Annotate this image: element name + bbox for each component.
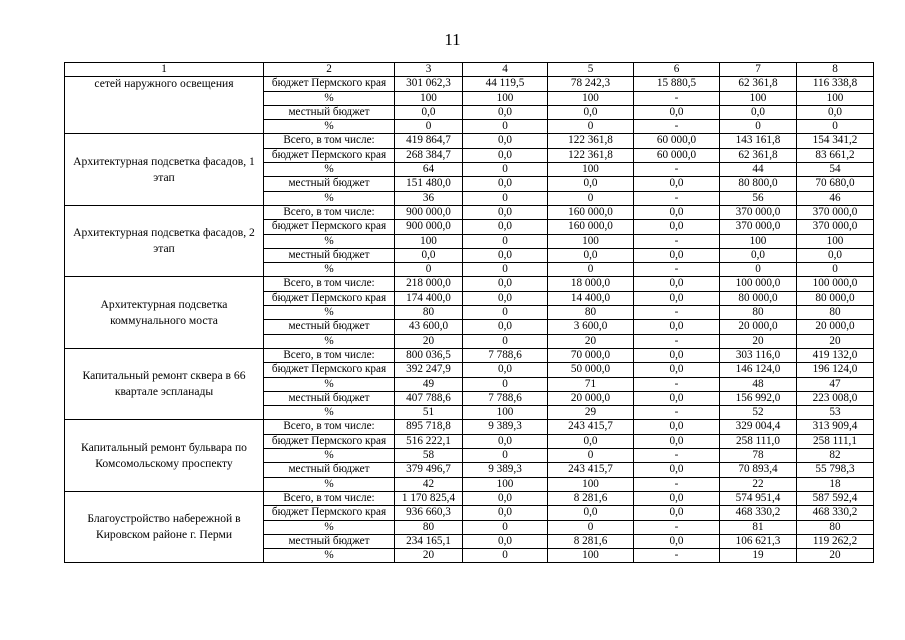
amount-cell: 243 415,7 bbox=[548, 463, 634, 477]
amount-cell: 8 281,6 bbox=[548, 534, 634, 548]
amount-cell: 44 119,5 bbox=[463, 77, 548, 91]
amount-cell: 3 600,0 bbox=[548, 320, 634, 334]
amount-cell: 100 bbox=[797, 91, 874, 105]
amount-cell: 468 330,2 bbox=[720, 506, 797, 520]
funding-source: Всего, в том числе: bbox=[264, 134, 395, 148]
amount-cell: 407 788,6 bbox=[395, 391, 463, 405]
funding-source: Всего, в том числе: bbox=[264, 348, 395, 362]
amount-cell: 100 000,0 bbox=[720, 277, 797, 291]
amount-cell: 0,0 bbox=[463, 491, 548, 505]
amount-cell: 0,0 bbox=[634, 434, 720, 448]
amount-cell: 64 bbox=[395, 163, 463, 177]
column-number: 3 bbox=[395, 63, 463, 77]
amount-cell: 100 bbox=[548, 549, 634, 563]
funding-source: местный бюджет bbox=[264, 248, 395, 262]
budget-table bbox=[64, 62, 874, 563]
amount-cell: 0,0 bbox=[463, 506, 548, 520]
amount-cell: 80 bbox=[395, 520, 463, 534]
amount-cell: 0,0 bbox=[463, 434, 548, 448]
amount-cell: 119 262,2 bbox=[797, 534, 874, 548]
amount-cell: 0,0 bbox=[463, 134, 548, 148]
amount-cell: 0,0 bbox=[634, 506, 720, 520]
amount-cell: - bbox=[634, 406, 720, 420]
amount-cell: 0,0 bbox=[720, 105, 797, 119]
amount-cell: 20 000,0 bbox=[797, 320, 874, 334]
amount-cell: 0,0 bbox=[634, 491, 720, 505]
amount-cell: 329 004,4 bbox=[720, 420, 797, 434]
funding-source: % bbox=[264, 120, 395, 134]
amount-cell: 936 660,3 bbox=[395, 506, 463, 520]
amount-cell: 174 400,0 bbox=[395, 291, 463, 305]
funding-source: бюджет Пермского края bbox=[264, 434, 395, 448]
funding-source: % bbox=[264, 163, 395, 177]
amount-cell: 55 798,3 bbox=[797, 463, 874, 477]
funding-source: % bbox=[264, 449, 395, 463]
amount-cell: 0 bbox=[395, 263, 463, 277]
amount-cell: 303 116,0 bbox=[720, 348, 797, 362]
amount-cell: - bbox=[634, 477, 720, 491]
funding-source: % bbox=[264, 263, 395, 277]
amount-cell: - bbox=[634, 91, 720, 105]
amount-cell: 0,0 bbox=[463, 248, 548, 262]
table-row bbox=[65, 277, 874, 291]
amount-cell: 574 951,4 bbox=[720, 491, 797, 505]
amount-cell: 0,0 bbox=[463, 363, 548, 377]
object-name: Капитальный ремонт сквера в 66 квартале эспланады bbox=[65, 348, 264, 419]
amount-cell: 587 592,4 bbox=[797, 491, 874, 505]
amount-cell: 78 242,3 bbox=[548, 77, 634, 91]
amount-cell: 0 bbox=[463, 120, 548, 134]
amount-cell: 80 800,0 bbox=[720, 177, 797, 191]
amount-cell: 0 bbox=[463, 263, 548, 277]
amount-cell: 20 bbox=[720, 334, 797, 348]
amount-cell: 218 000,0 bbox=[395, 277, 463, 291]
funding-source: % bbox=[264, 520, 395, 534]
funding-source: Всего, в том числе: bbox=[264, 491, 395, 505]
object-name: Благоустройство набережной в Кировском районе г. Перми bbox=[65, 491, 264, 562]
amount-cell: 0,0 bbox=[463, 277, 548, 291]
amount-cell: 70 000,0 bbox=[548, 348, 634, 362]
amount-cell: 301 062,3 bbox=[395, 77, 463, 91]
amount-cell: 29 bbox=[548, 406, 634, 420]
amount-cell: 0 bbox=[463, 191, 548, 205]
funding-source: бюджет Пермского края bbox=[264, 148, 395, 162]
funding-source: % bbox=[264, 406, 395, 420]
amount-cell: 22 bbox=[720, 477, 797, 491]
amount-cell: 0,0 bbox=[463, 205, 548, 219]
funding-source: бюджет Пермского края bbox=[264, 220, 395, 234]
funding-source: % bbox=[264, 334, 395, 348]
amount-cell: - bbox=[634, 449, 720, 463]
amount-cell: 20 bbox=[797, 549, 874, 563]
amount-cell: 53 bbox=[797, 406, 874, 420]
amount-cell: 0,0 bbox=[634, 177, 720, 191]
amount-cell: 100 bbox=[548, 91, 634, 105]
amount-cell: 151 480,0 bbox=[395, 177, 463, 191]
amount-cell: - bbox=[634, 549, 720, 563]
amount-cell: 20 bbox=[797, 334, 874, 348]
amount-cell: 156 992,0 bbox=[720, 391, 797, 405]
amount-cell: 48 bbox=[720, 377, 797, 391]
table-row bbox=[65, 420, 874, 434]
amount-cell: - bbox=[634, 263, 720, 277]
amount-cell: 0,0 bbox=[797, 105, 874, 119]
object-name: Архитектурная подсветка фасадов, 2 этап bbox=[65, 205, 264, 276]
amount-cell: 1 170 825,4 bbox=[395, 491, 463, 505]
amount-cell: 234 165,1 bbox=[395, 534, 463, 548]
amount-cell: 7 788,6 bbox=[463, 348, 548, 362]
amount-cell: 20 bbox=[395, 549, 463, 563]
amount-cell: 223 008,0 bbox=[797, 391, 874, 405]
amount-cell: 0,0 bbox=[548, 177, 634, 191]
funding-source: местный бюджет bbox=[264, 320, 395, 334]
amount-cell: 160 000,0 bbox=[548, 220, 634, 234]
amount-cell: 0,0 bbox=[463, 291, 548, 305]
amount-cell: 70 893,4 bbox=[720, 463, 797, 477]
amount-cell: 0 bbox=[463, 520, 548, 534]
column-number: 1 bbox=[65, 63, 264, 77]
amount-cell: 100 bbox=[797, 234, 874, 248]
amount-cell: 0,0 bbox=[797, 248, 874, 262]
column-number: 2 bbox=[264, 63, 395, 77]
amount-cell: 243 415,7 bbox=[548, 420, 634, 434]
amount-cell: 80 bbox=[548, 306, 634, 320]
amount-cell: 900 000,0 bbox=[395, 205, 463, 219]
amount-cell: 62 361,8 bbox=[720, 77, 797, 91]
table-row bbox=[65, 205, 874, 219]
amount-cell: 47 bbox=[797, 377, 874, 391]
amount-cell: - bbox=[634, 191, 720, 205]
amount-cell: 56 bbox=[720, 191, 797, 205]
amount-cell: 0,0 bbox=[634, 534, 720, 548]
amount-cell: 106 621,3 bbox=[720, 534, 797, 548]
amount-cell: 18 000,0 bbox=[548, 277, 634, 291]
amount-cell: 196 124,0 bbox=[797, 363, 874, 377]
funding-source: % bbox=[264, 234, 395, 248]
amount-cell: 370 000,0 bbox=[797, 205, 874, 219]
amount-cell: 0 bbox=[463, 163, 548, 177]
amount-cell: 468 330,2 bbox=[797, 506, 874, 520]
amount-cell: 0,0 bbox=[395, 105, 463, 119]
column-number: 6 bbox=[634, 63, 720, 77]
amount-cell: 0,0 bbox=[634, 248, 720, 262]
amount-cell: 370 000,0 bbox=[720, 205, 797, 219]
amount-cell: 0 bbox=[548, 449, 634, 463]
amount-cell: - bbox=[634, 377, 720, 391]
table-row bbox=[65, 348, 874, 362]
funding-source: местный бюджет bbox=[264, 177, 395, 191]
funding-source: бюджет Пермского края bbox=[264, 77, 395, 91]
column-number: 8 bbox=[797, 63, 874, 77]
funding-source: % bbox=[264, 377, 395, 391]
amount-cell: 80 bbox=[797, 306, 874, 320]
amount-cell: 100 bbox=[720, 234, 797, 248]
amount-cell: 49 bbox=[395, 377, 463, 391]
amount-cell: 50 000,0 bbox=[548, 363, 634, 377]
amount-cell: 51 bbox=[395, 406, 463, 420]
amount-cell: 80 000,0 bbox=[720, 291, 797, 305]
amount-cell: 0 bbox=[720, 120, 797, 134]
amount-cell: 70 680,0 bbox=[797, 177, 874, 191]
amount-cell: 0,0 bbox=[463, 177, 548, 191]
amount-cell: 20 bbox=[548, 334, 634, 348]
amount-cell: 0 bbox=[395, 120, 463, 134]
column-number: 7 bbox=[720, 63, 797, 77]
amount-cell: 0 bbox=[797, 263, 874, 277]
amount-cell: 80 000,0 bbox=[797, 291, 874, 305]
amount-cell: 100 bbox=[548, 477, 634, 491]
amount-cell: 268 384,7 bbox=[395, 148, 463, 162]
funding-source: местный бюджет bbox=[264, 463, 395, 477]
amount-cell: 122 361,8 bbox=[548, 148, 634, 162]
amount-cell: 60 000,0 bbox=[634, 134, 720, 148]
amount-cell: 379 496,7 bbox=[395, 463, 463, 477]
amount-cell: 0,0 bbox=[634, 320, 720, 334]
amount-cell: 0,0 bbox=[720, 248, 797, 262]
amount-cell: 0,0 bbox=[548, 506, 634, 520]
amount-cell: 7 788,6 bbox=[463, 391, 548, 405]
column-number: 4 bbox=[463, 63, 548, 77]
amount-cell: 419 864,7 bbox=[395, 134, 463, 148]
amount-cell: 42 bbox=[395, 477, 463, 491]
amount-cell: 0,0 bbox=[463, 148, 548, 162]
amount-cell: 0 bbox=[548, 263, 634, 277]
amount-cell: 258 111,1 bbox=[797, 434, 874, 448]
amount-cell: 82 bbox=[797, 449, 874, 463]
amount-cell: 0 bbox=[463, 334, 548, 348]
amount-cell: 20 bbox=[395, 334, 463, 348]
amount-cell: 83 661,2 bbox=[797, 148, 874, 162]
amount-cell: 122 361,8 bbox=[548, 134, 634, 148]
amount-cell: 313 909,4 bbox=[797, 420, 874, 434]
amount-cell: 0,0 bbox=[634, 277, 720, 291]
amount-cell: 80 bbox=[720, 306, 797, 320]
amount-cell: 370 000,0 bbox=[720, 220, 797, 234]
amount-cell: 900 000,0 bbox=[395, 220, 463, 234]
amount-cell: 0 bbox=[548, 191, 634, 205]
amount-cell: 0 bbox=[463, 306, 548, 320]
funding-source: бюджет Пермского края bbox=[264, 291, 395, 305]
amount-cell: 100 bbox=[548, 163, 634, 177]
amount-cell: 62 361,8 bbox=[720, 148, 797, 162]
amount-cell: 81 bbox=[720, 520, 797, 534]
amount-cell: 0,0 bbox=[634, 291, 720, 305]
amount-cell: 19 bbox=[720, 549, 797, 563]
funding-source: местный бюджет bbox=[264, 534, 395, 548]
amount-cell: 20 000,0 bbox=[720, 320, 797, 334]
amount-cell: - bbox=[634, 306, 720, 320]
amount-cell: 0,0 bbox=[548, 434, 634, 448]
amount-cell: - bbox=[634, 234, 720, 248]
amount-cell: 18 bbox=[797, 477, 874, 491]
amount-cell: 9 389,3 bbox=[463, 463, 548, 477]
amount-cell: 0 bbox=[463, 549, 548, 563]
amount-cell: 0 bbox=[463, 234, 548, 248]
amount-cell: 15 880,5 bbox=[634, 77, 720, 91]
amount-cell: 60 000,0 bbox=[634, 148, 720, 162]
funding-source: бюджет Пермского края bbox=[264, 506, 395, 520]
amount-cell: 0 bbox=[720, 263, 797, 277]
amount-cell: 100 bbox=[395, 91, 463, 105]
amount-cell: 58 bbox=[395, 449, 463, 463]
amount-cell: 80 bbox=[797, 520, 874, 534]
amount-cell: 0 bbox=[548, 520, 634, 534]
table-row bbox=[65, 77, 874, 91]
amount-cell: - bbox=[634, 520, 720, 534]
table-row bbox=[65, 134, 874, 148]
amount-cell: 44 bbox=[720, 163, 797, 177]
amount-cell: 516 222,1 bbox=[395, 434, 463, 448]
amount-cell: 146 124,0 bbox=[720, 363, 797, 377]
funding-source: % bbox=[264, 477, 395, 491]
amount-cell: 0 bbox=[463, 377, 548, 391]
amount-cell: 0,0 bbox=[634, 391, 720, 405]
amount-cell: 0,0 bbox=[548, 248, 634, 262]
funding-source: Всего, в том числе: bbox=[264, 420, 395, 434]
table-row bbox=[65, 491, 874, 505]
amount-cell: 154 341,2 bbox=[797, 134, 874, 148]
amount-cell: 0,0 bbox=[463, 534, 548, 548]
amount-cell: 800 036,5 bbox=[395, 348, 463, 362]
object-name: Капитальный ремонт бульвара по Комсомольскому проспекту bbox=[65, 420, 264, 491]
amount-cell: 100 000,0 bbox=[797, 277, 874, 291]
amount-cell: 0,0 bbox=[463, 105, 548, 119]
funding-source: местный бюджет bbox=[264, 391, 395, 405]
amount-cell: 71 bbox=[548, 377, 634, 391]
funding-source: Всего, в том числе: bbox=[264, 277, 395, 291]
amount-cell: - bbox=[634, 334, 720, 348]
amount-cell: 258 111,0 bbox=[720, 434, 797, 448]
amount-cell: 392 247,9 bbox=[395, 363, 463, 377]
amount-cell: 0,0 bbox=[463, 320, 548, 334]
funding-source: % bbox=[264, 549, 395, 563]
amount-cell: 100 bbox=[463, 477, 548, 491]
amount-cell: 14 400,0 bbox=[548, 291, 634, 305]
amount-cell: 100 bbox=[395, 234, 463, 248]
amount-cell: 0 bbox=[797, 120, 874, 134]
amount-cell: 100 bbox=[548, 234, 634, 248]
amount-cell: 0,0 bbox=[634, 463, 720, 477]
amount-cell: - bbox=[634, 163, 720, 177]
object-name: Архитектурная подсветка коммунального моста bbox=[65, 277, 264, 348]
amount-cell: 0,0 bbox=[634, 205, 720, 219]
funding-source: % bbox=[264, 306, 395, 320]
table-body bbox=[65, 63, 874, 563]
amount-cell: 78 bbox=[720, 449, 797, 463]
funding-source: бюджет Пермского края bbox=[264, 363, 395, 377]
amount-cell: 100 bbox=[463, 91, 548, 105]
funding-source: Всего, в том числе: bbox=[264, 205, 395, 219]
amount-cell: 0,0 bbox=[395, 248, 463, 262]
amount-cell: 370 000,0 bbox=[797, 220, 874, 234]
amount-cell: 80 bbox=[395, 306, 463, 320]
amount-cell: 160 000,0 bbox=[548, 205, 634, 219]
amount-cell: 0,0 bbox=[463, 220, 548, 234]
amount-cell: 419 132,0 bbox=[797, 348, 874, 362]
amount-cell: 0,0 bbox=[634, 363, 720, 377]
amount-cell: 895 718,8 bbox=[395, 420, 463, 434]
amount-cell: 0,0 bbox=[634, 420, 720, 434]
amount-cell: 116 338,8 bbox=[797, 77, 874, 91]
amount-cell: 0,0 bbox=[634, 105, 720, 119]
amount-cell: 8 281,6 bbox=[548, 491, 634, 505]
amount-cell: 43 600,0 bbox=[395, 320, 463, 334]
amount-cell: - bbox=[634, 120, 720, 134]
page-number: 11 bbox=[444, 30, 461, 49]
amount-cell: 54 bbox=[797, 163, 874, 177]
amount-cell: 100 bbox=[463, 406, 548, 420]
amount-cell: 46 bbox=[797, 191, 874, 205]
amount-cell: 143 161,8 bbox=[720, 134, 797, 148]
amount-cell: 9 389,3 bbox=[463, 420, 548, 434]
amount-cell: 0 bbox=[463, 449, 548, 463]
amount-cell: 0 bbox=[548, 120, 634, 134]
amount-cell: 0,0 bbox=[548, 105, 634, 119]
column-number: 5 bbox=[548, 63, 634, 77]
funding-source: % bbox=[264, 91, 395, 105]
amount-cell: 0,0 bbox=[634, 348, 720, 362]
amount-cell: 100 bbox=[720, 91, 797, 105]
object-name: Архитектурная подсветка фасадов, 1 этап bbox=[65, 134, 264, 205]
funding-source: % bbox=[264, 191, 395, 205]
amount-cell: 52 bbox=[720, 406, 797, 420]
amount-cell: 20 000,0 bbox=[548, 391, 634, 405]
amount-cell: 36 bbox=[395, 191, 463, 205]
column-number-row bbox=[65, 63, 874, 77]
funding-source: местный бюджет bbox=[264, 105, 395, 119]
amount-cell: 0,0 bbox=[634, 220, 720, 234]
object-name: сетей наружного освещения bbox=[65, 77, 264, 134]
